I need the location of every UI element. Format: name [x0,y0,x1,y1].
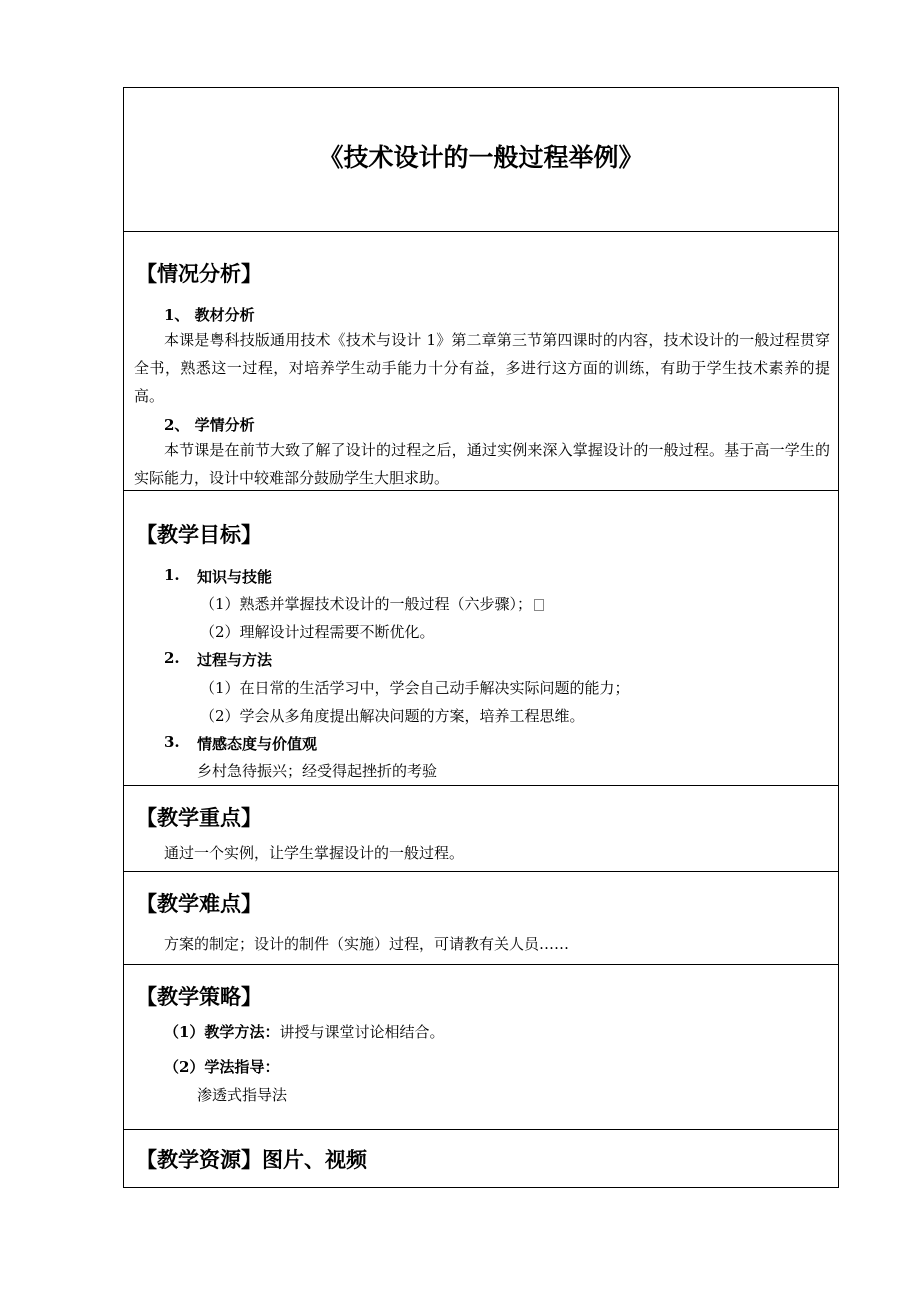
material-analysis-title: 1、 教材分析 [164,306,255,324]
strategy-section [124,965,838,1130]
goal-2-item-1: （1）在日常的生活学习中，学会自己动手解决实际问题的能力； [200,679,630,697]
key-point-text: 通过一个实例，让学生掌握设计的一般过程。 [164,844,465,862]
goal-1-item-2: （2）理解设计过程需要不断优化。 [200,623,435,641]
student-analysis-title: 2、 学情分析 [164,416,255,434]
difficulty-heading: 【教学难点】 [136,891,262,916]
goal-2-title: 过程与方法 [197,651,273,669]
strategy-item-1-label: （1）教学方法： [164,1023,280,1041]
goal-2-item-2: （2）学会从多角度提出解决问题的方案，培养工程思维。 [200,707,585,725]
key-point-section [124,786,838,872]
situation-section [124,232,838,491]
page-title: 《技术设计的一般过程举例》 [318,143,644,172]
resources-section [124,1130,838,1187]
resources-heading: 【教学资源】 [136,1147,262,1172]
strategy-item-2-label: （2）学法指导： [164,1058,280,1076]
difficulty-section [124,872,838,965]
resources-line [136,1144,367,1174]
student-analysis-text: 本节课是在前节大致了解了设计的过程之后，通过实例来深入掌握设计的一般过程。基于高一学生的实际能力，设计中较难部分鼓励学生大胆求助。 [134,441,830,487]
situation-heading: 【情况分析】 [136,261,262,286]
difficulty-text: 方案的制定；设计的制件（实施）过程，可请教有关人员…… [164,935,570,953]
goal-1-number: 1. [164,566,180,584]
title-row [124,88,838,232]
placeholder-box-icon [534,599,544,611]
strategy-item-1 [164,1021,444,1042]
resources-text: 图片、视频 [262,1147,367,1172]
goals-section [124,491,838,786]
strategy-heading: 【教学策略】 [136,984,262,1009]
goal-3-item-1: 乡村急待振兴；经受得起挫折的考验 [197,762,438,780]
goal-2-number: 2. [164,649,180,667]
strategy-item-2-text: 渗透式指导法 [197,1086,288,1104]
goal-1-title: 知识与技能 [197,568,273,586]
material-analysis-text: 本课是粤科技版通用技术《技术与设计 1》第二章第三节第四课时的内容，技术设计的一般过程贯穿全书，熟悉这一过程，对培养学生动手能力十分有益，多进行这方面的训练，有助于学生技术素养的提高。 [134,331,830,405]
goal-3-title: 情感态度与价值观 [197,735,318,753]
key-point-heading: 【教学重点】 [136,805,262,830]
goals-heading: 【教学目标】 [136,522,262,547]
strategy-item-1-text: 讲授与课堂讨论相结合。 [279,1023,445,1041]
lesson-plan-table [123,87,839,1188]
goal-1-item-1: （1）熟悉并掌握技术设计的一般过程（六步骤）； [200,593,544,614]
goal-3-number: 3. [164,733,180,751]
